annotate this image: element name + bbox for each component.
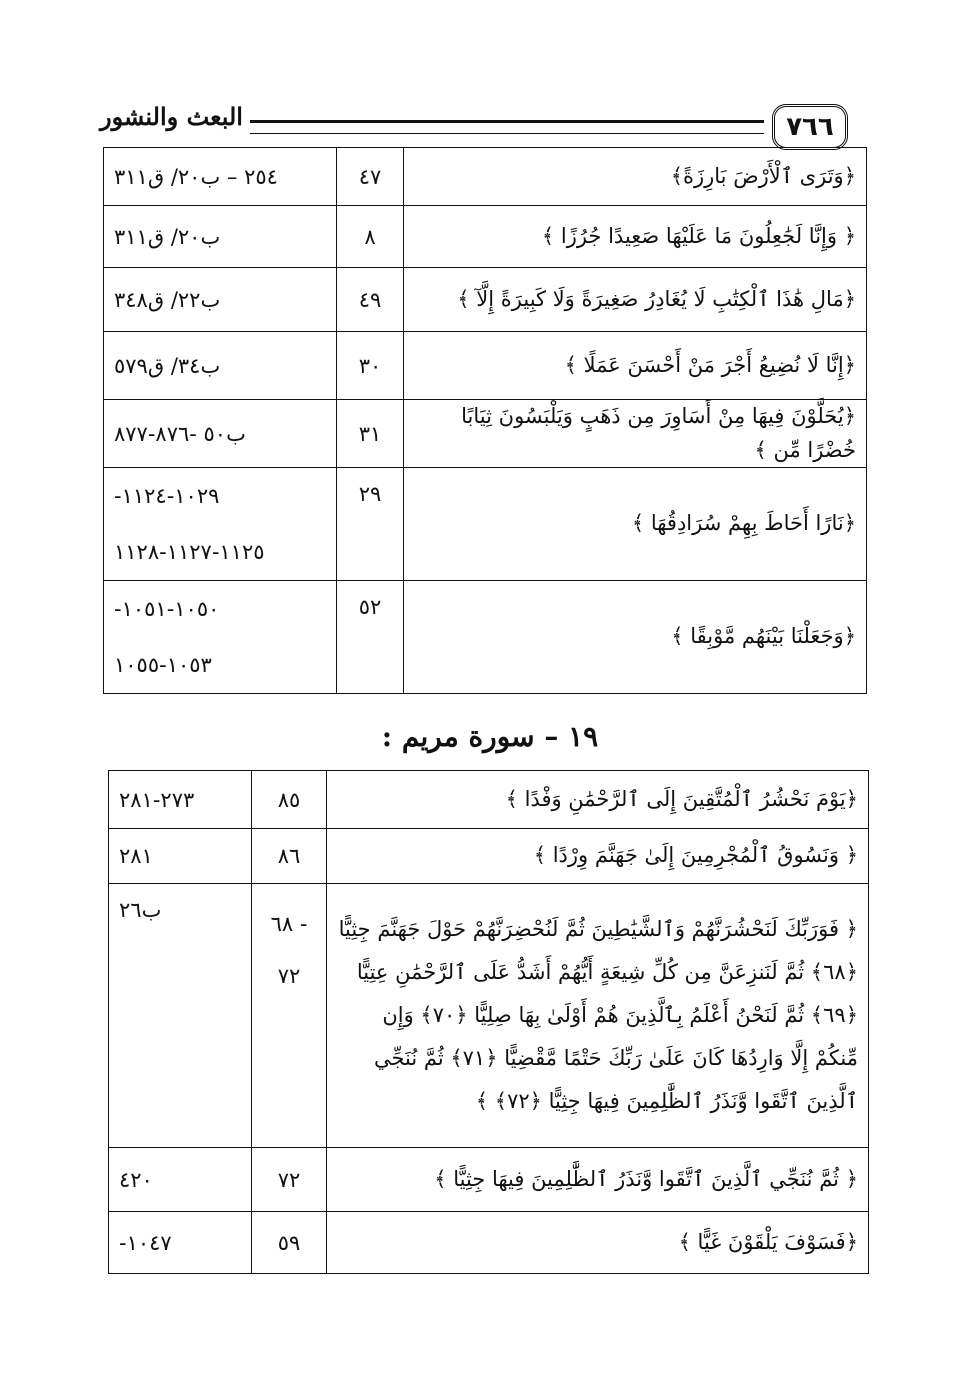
- reference-cell: [104, 468, 337, 581]
- reference-line: ١٠٥٠-١٠٥١-: [114, 597, 220, 622]
- verse-cell: ﴿ فَوَرَبِّكَ لَنَحْشُرَنَّهُمْ وَٱلشَّيَٰطِينَ ثُمَّ لَنُحْضِرَنَّهُمْ حَوْلَ جَهَنَّمَ جِثِيًّا ﴿٦٨﴾ ثُمَّ لَنَنزِعَنَّ مِن كُلِّ شِيعَةٍ أَيُّهُمْ أَشَدُّ عَلَى ٱلرَّحْمَٰنِ عِتِيًّا ﴿٦٩﴾ ثُمَّ لَنَحْنُ أَعْلَمُ بِٱلَّذِينَ هُمْ أَوْلَىٰ بِهَا صِلِيًّا ﴿٧٠﴾ وَإِن مِّنكُمْ إِلَّا وَارِدُهَا كَانَ عَلَىٰ رَبِّكَ حَتْمًا مَّقْضِيًّا ﴿٧١﴾ ثُمَّ نُنَجِّي ٱلَّذِينَ ٱتَّقَوا وَّنَذَرُ ٱلظَّٰلِمِينَ فِيهَا جِثِيًّا ﴿٧٢﴾ ﴾: [327, 884, 869, 1148]
- table-row: [109, 884, 869, 1148]
- ayah-number-cell: ٨: [337, 206, 404, 268]
- header-rule: [250, 120, 764, 134]
- table-row: [104, 581, 867, 694]
- table-row: [104, 206, 867, 268]
- reference-cell: ب٣٤/ ق٥٧٩: [104, 332, 337, 400]
- ayah-range-start: ٦٨ -: [270, 912, 308, 936]
- verse-cell: ﴿وَجَعَلْنَا بَيْنَهُم مَّوْبِقًا ﴾: [404, 581, 867, 694]
- ayah-number-cell: ٨٦: [252, 829, 327, 884]
- verse-cell: ﴿ ثُمَّ نُنَجِّي ٱلَّذِينَ ٱتَّقَوا وَّنَذَرُ ٱلظَّٰلِمِينَ فِيهَا جِثِيًّا ﴾: [327, 1148, 869, 1212]
- ayah-number-cell: ٤٩: [337, 268, 404, 332]
- reference-cell: ب٢٠/ ق٣١١: [104, 206, 337, 268]
- table-row: [109, 771, 869, 829]
- verse-cell: ﴿وَتَرَى ٱلْأَرْضَ بَارِزَةً﴾: [404, 148, 867, 206]
- ayah-number-cell: ٣٠: [337, 332, 404, 400]
- reference-line: ١١٢٥-١١٢٧-١١٢٨: [114, 540, 265, 565]
- reference-cell: ب٢٢/ ق٣٤٨: [104, 268, 337, 332]
- table-row: [104, 148, 867, 206]
- verse-cell: ﴿يُحَلَّوْنَ فِيهَا مِنْ أَسَاوِرَ مِن ذَهَبٍ وَيَلْبَسُونَ ثِيَابًا خُضْرًا مِّن ﴾: [404, 400, 867, 468]
- verse-cell: ﴿يَوْمَ نَحْشُرُ ٱلْمُتَّقِينَ إِلَى ٱلرَّحْمَٰنِ وَفْدًا ﴾: [327, 771, 869, 829]
- table-row: [104, 332, 867, 400]
- table-row: [104, 468, 867, 581]
- table-row: [109, 1148, 869, 1212]
- verse-cell: ﴿إِنَّا لَا نُضِيعُ أَجْرَ مَنْ أَحْسَنَ عَمَلًا ﴾: [404, 332, 867, 400]
- ayah-number-cell: ٣١: [337, 400, 404, 468]
- verse-cell: ﴿فَسَوْفَ يَلْقَوْنَ غَيًّا ﴾: [327, 1212, 869, 1274]
- ayah-number-cell: ٢٩: [337, 468, 404, 581]
- table-row: [104, 400, 867, 468]
- page-number: ٧٦٦: [772, 104, 848, 150]
- reference-cell: ب٢٦: [109, 884, 252, 1148]
- reference-line: ١٠٢٩-١١٢٤-: [114, 484, 220, 509]
- table-row: [104, 268, 867, 332]
- surah-heading: ١٩ – سورة مريم :: [381, 720, 599, 753]
- verse-cell: ﴿مَالِ هَٰذَا ٱلْكِتَٰبِ لَا يُغَادِرُ صَغِيرَةً وَلَا كَبِيرَةً إِلَّآ ﴾: [404, 268, 867, 332]
- ayah-number-cell: [252, 884, 327, 1148]
- table-row: [109, 1212, 869, 1274]
- verse-cell: ﴿ وَإِنَّا لَجَٰعِلُونَ مَا عَلَيْهَا صَعِيدًا جُرُزًا ﴾: [404, 206, 867, 268]
- verse-index-table-maryam: [108, 770, 869, 1274]
- ayah-number-cell: ٨٥: [252, 771, 327, 829]
- reference-cell: ١٠٤٧-: [109, 1212, 252, 1274]
- page-header: [100, 100, 848, 150]
- reference-cell: ٤٢٠: [109, 1148, 252, 1212]
- ayah-number-cell: ٤٧: [337, 148, 404, 206]
- ayah-number-cell: ٥٩: [252, 1212, 327, 1274]
- book-title: البعث والنشور: [100, 102, 243, 131]
- reference-line: ١٠٥٣-١٠٥٥: [114, 653, 212, 678]
- ayah-number-cell: ٧٢: [252, 1148, 327, 1212]
- reference-cell: ب٥٠ -٨٧٦-٨٧٧: [104, 400, 337, 468]
- reference-cell: [104, 581, 337, 694]
- reference-cell: ٢٥٤ – ب٢٠/ ق٣١١: [104, 148, 337, 206]
- reference-cell: ٢٨١: [109, 829, 252, 884]
- table-row: [109, 829, 869, 884]
- reference-cell: ٢٧٣-٢٨١: [109, 771, 252, 829]
- verse-cell: ﴿ وَنَسُوقُ ٱلْمُجْرِمِينَ إِلَىٰ جَهَنَّمَ وِرْدًا ﴾: [327, 829, 869, 884]
- verse-index-table-kahf: [103, 147, 867, 694]
- ayah-range-end: ٧٢: [277, 964, 301, 988]
- verse-cell: ﴿نَارًا أَحَاطَ بِهِمْ سُرَادِقُهَا ﴾: [404, 468, 867, 581]
- ayah-number-cell: ٥٢: [337, 581, 404, 694]
